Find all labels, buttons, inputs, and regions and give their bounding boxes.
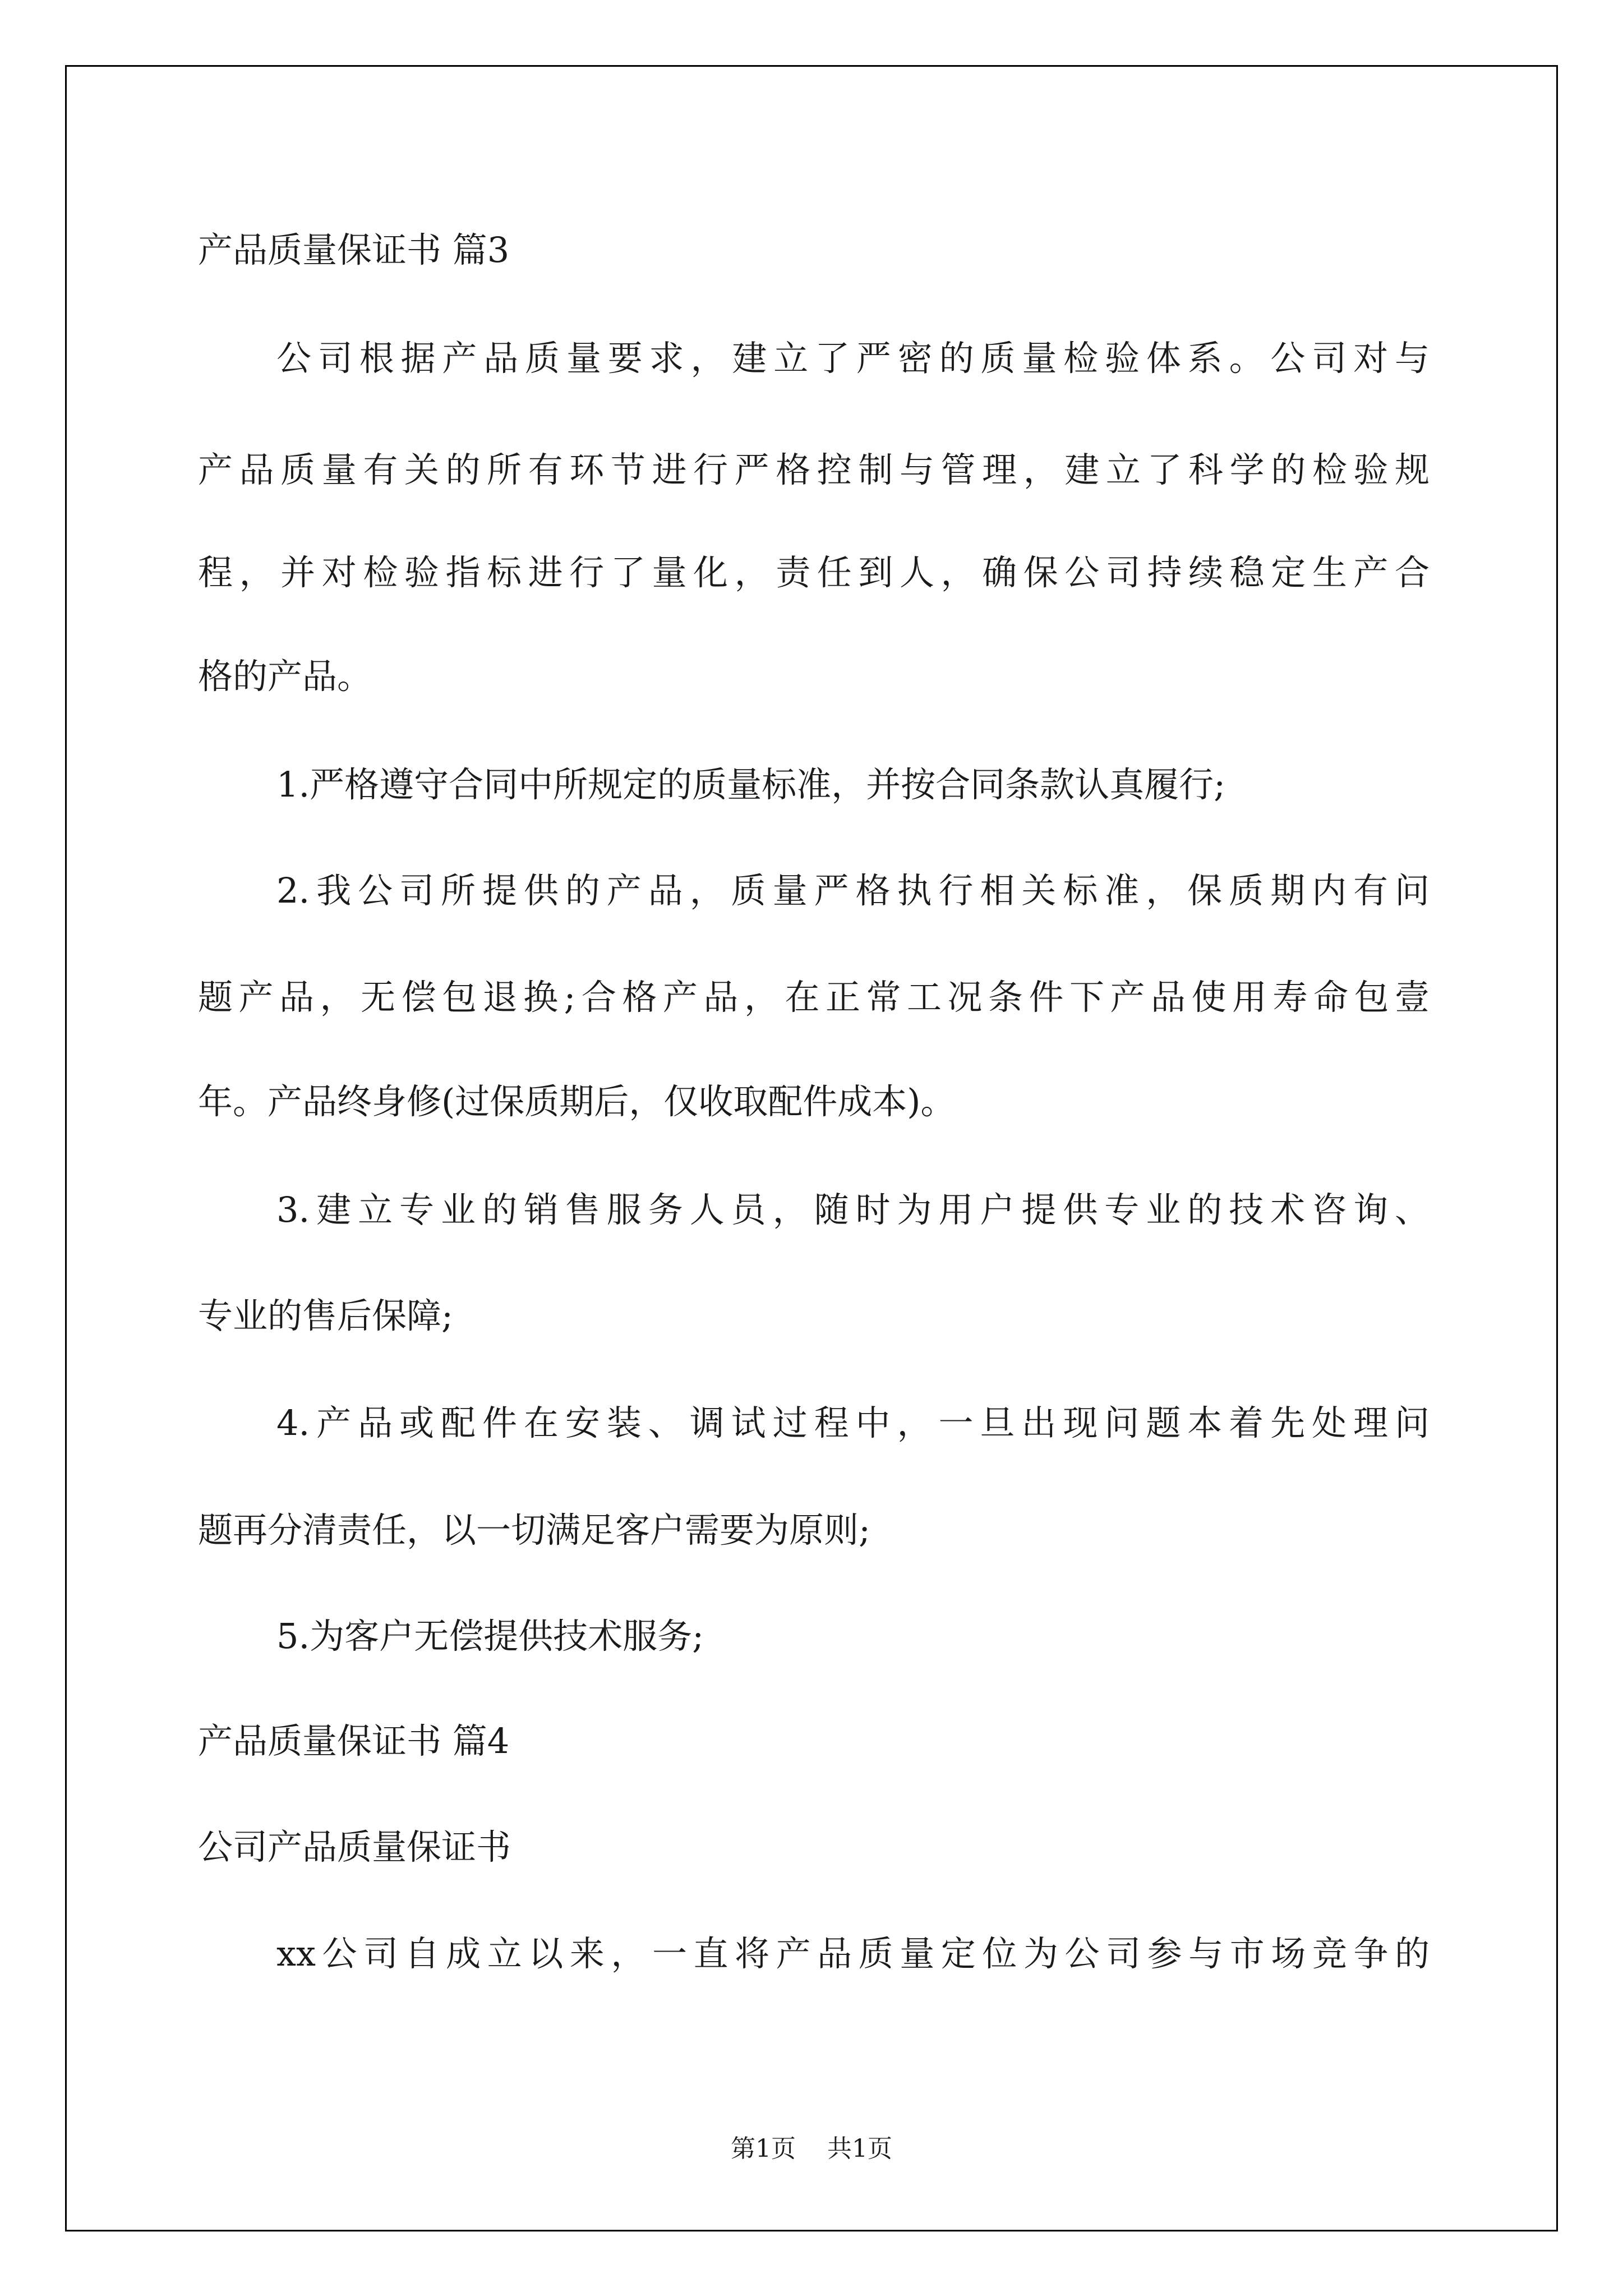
list-item-2: 2.我公司所提供的产品，质量严格执行相关标准，保质期内有问 [276,870,1430,911]
paragraph-line: 程，并对检验指标进行了量化，责任到人，确保公司持续稳定生产合 [198,552,1430,593]
list-item-5: 5.为客户无偿提供技术服务; [276,1616,704,1657]
document-title: 公司产品质量保证书 [198,1826,511,1867]
paragraph-line: 年。产品终身修(过保质期后，仅收取配件成本)。 [198,1081,956,1122]
paragraph-line: 格的产品。 [198,656,372,697]
section-heading-3: 产品质量保证书 篇3 [198,229,510,270]
page-total: 共1页 [827,2134,892,2163]
page-footer [0,2134,1623,2163]
list-item-3: 3.建立专业的销售服务人员，随时为用户提供专业的技术咨询、 [276,1189,1430,1230]
paragraph-line: xx公司自成立以来，一直将产品质量定位为公司参与市场竞争的 [276,1933,1430,1974]
paragraph-line: 专业的售后保障; [198,1295,453,1336]
section-heading-4: 产品质量保证书 篇4 [198,1720,510,1761]
list-item-4: 4.产品或配件在安装、调试过程中，一旦出现问题本着先处理问 [276,1402,1430,1443]
paragraph-line: 产品质量有关的所有环节进行严格控制与管理，建立了科学的检验规 [198,449,1430,490]
paragraph-line: 公司根据产品质量要求，建立了严密的质量检验体系。公司对与 [276,338,1430,379]
page-border [65,65,1558,2231]
page-number: 第1页 [731,2134,796,2163]
paragraph-line: 题再分清责任，以一切满足客户需要为原则; [198,1510,870,1550]
paragraph-line: 题产品，无偿包退换;合格产品，在正常工况条件下产品使用寿命包壹 [198,977,1430,1018]
list-item-1: 1.严格遵守合同中所规定的质量标准，并按合同条款认真履行; [276,764,1226,805]
